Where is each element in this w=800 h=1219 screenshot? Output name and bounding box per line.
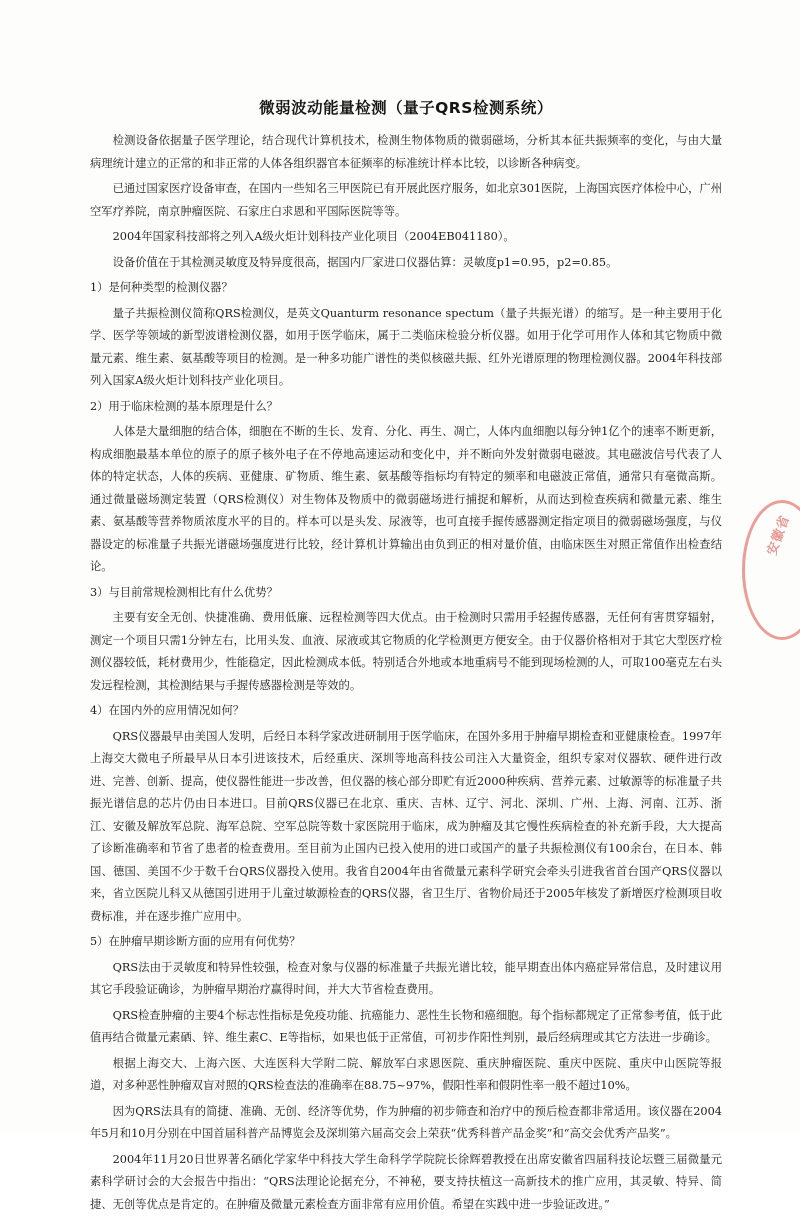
body-paragraph: 已通过国家医疗设备审查，在国内一些知名三甲医院已有开展此医疗服务，如北京301医院，上海国宾医疗体检中心，广州空军疗养院，南京肿瘤医院、石家庄白求恩和平国际医院等等。 bbox=[90, 182, 722, 218]
section-question: 5）在肿瘤早期诊断方面的应用有何优势？ bbox=[90, 935, 301, 948]
section-question: 3）与目前常规检测相比有什么优势？ bbox=[90, 585, 278, 599]
body-paragraph: 量子共振检测仪简称QRS检测仪，是英文Quanturm resonance spectum（量子共振光谱）的缩写。是一种主要用于化学、医学等领域的新型波谱检测仪器，如用于医学临床，属于二类临床检验分析仪器。如用于化学可用作人体和其它物质中微量元素、维生素、氨基酸等项目的检测。是一种多功能广谱性的类似核磁共振、红外光谱原理的物理检测仪器。2004年科技部列入国家A级火炬计划科技产业化项目。 bbox=[90, 306, 722, 387]
section-question: 1）是何种类型的检测仪器？ bbox=[90, 281, 233, 294]
body-paragraph: QRS检查肿瘤的主要4个标志性指标是免疫功能、抗癌能力、恶性生长物和癌细胞。每个指标都规定了正常参考值，低于此值再结合微量元素硒、锌、维生素C、E等指标，如果也低于正常值，可初步作阳性判别，最后经病理或其它方法进一步确诊。 bbox=[90, 1008, 722, 1044]
body-paragraph: 2004年11月20日世界著名硒化学家华中科技大学生命科学学院院长徐辉碧教授在出席安徽省四届科技论坛暨三届微量元素科学研讨会的大会报告中指出：“QRS法理论论据充分，不神秘，要支持扶植这一高新技术的推广应用，其灵敏、特异、简捷、无创等优点是肯定的。在肿瘤及微量元素检查方面非常有应用价值。希望在实践中进一步验证改进。” bbox=[90, 1152, 722, 1211]
body-paragraph: 2004年国家科技部将之列入A级火炬计划科技产业化项目（2004EB041180）。 bbox=[112, 230, 515, 243]
red-seal-stamp bbox=[742, 500, 800, 640]
body-paragraph: 人体是大量细胞的结合体，细胞在不断的生长、发育、分化、再生、凋亡，人体内血细胞以每分钟1亿个的速率不断更新，构成细胞最基本单位的原子的原子核外电子在不停地高速运动和变化中，并不断向外发射微弱电磁波。其电磁波信号代表了人体的特定状态，人体的疾病、亚健康、矿物质、维生素、氨基酸等指标均有特定的频率和电磁波正常值，通常只有毫微高斯。通过微量磁场测定装置（QRS检测仪）对生物体及物质中的微弱磁场进行捕捉和解析，从而达到检查疾病和微量元素、维生素、氨基酸等营养物质浓度水平的目的。样本可以是头发、尿液等，也可直接手握传感器测定指定项目的微弱磁场强度，与仪器设定的标准量子共振光谱磁场强度进行比较，经计算机计算输出由负到正的相对量价值，由临床医生对照正常值作出检查结论。 bbox=[90, 425, 722, 573]
stamp-text: 安徽省 bbox=[764, 512, 794, 558]
body-paragraph: 因为QRS法具有的简捷、准确、无创、经济等优势，作为肿瘤的初步筛查和治疗中的预后检查都非常适用。该仪器在2004年5月和10月分别在中国首届科普产品博览会及深圳第六届高交会上荣获“优秀科普产品金奖”和“高交会优秀产品奖”。 bbox=[90, 1104, 722, 1140]
body-paragraph: QRS仪器最早由美国人发明，后经日本科学家改进研制用于医学临床，在国外多用于肿瘤早期检查和亚健康检查。1997年上海交大微电子所最早从日本引进该技术，后经重庆、深圳等地高科技公司注入大量资金，组织专家对仪器软、硬件进行改进、完善、创新、提高，使仪器性能进一步改善，但仪器的核心部分即贮有近2000种疾病、营养元素、过敏源等的标准量子共振光谱信息的芯片仍由日本进口。目前QRS仪器已在北京、重庆、吉林、辽宁、河北、深圳、广州、上海、河南、江苏、浙江、安徽及解放军总院、海军总院、空军总院等数十家医院用于临床，成为肿瘤及其它慢性疾病检查的补充新手段，大大提高了诊断准确率和节省了患者的检查费用。至目前为止国内已投入使用的进口或国产的量子共振检测仪有100余台，在日本、韩国、德国、美国不少于数千台QRS仪器投入使用。我省自2004年由省微量元素科学研究会牵头引进我省首台国产QRS仪器以来，省立医院儿科又从德国引进用于儿童过敏源检查的QRS仪器，省卫生厅、省物价局还于2005年核发了新增医疗检测项目收费标准，并在逐步推广应用中。 bbox=[90, 729, 722, 923]
document-content bbox=[90, 96, 722, 1219]
section-question: 2）用于临床检测的基本原理是什么？ bbox=[90, 399, 278, 413]
body-paragraph: QRS法由于灵敏度和特异性较强，检查对象与仪器的标准量子共振光谱比较，能早期查出体内癌症异常信息，及时建议用其它手段验证确诊，为肿瘤早期治疗赢得时间，并大大节省检查费用。 bbox=[90, 960, 722, 996]
document-title: 微弱波动能量检测（量子QRS检测系统） bbox=[259, 99, 553, 117]
body-paragraph: 设备价值在于其检测灵敏度及特异度很高，据国内厂家进口仪器估算：灵敏度p1=0.95，p2=0.85。 bbox=[112, 255, 618, 269]
body-paragraph: 主要有安全无创、快捷准确、费用低廉、远程检测等四大优点。由于检测时只需用手轻握传感器，无任何有害贯穿辐射，测定一个项目只需1分钟左右，比用头发、血液、尿液或其它物质的化学检测更方便安全。由于仪器价格相对于其它大型医疗检测仪器较低，耗材费用少，性能稳定，因此检测成本低。特别适合外地或本地重病号不能到现场检测的人，可取100毫克左右头发远程检测，其检测结果与手握传感器检测是等效的。 bbox=[90, 611, 722, 692]
section-question: 4）在国内外的应用情况如何？ bbox=[90, 704, 245, 717]
body-paragraph: 根据上海交大、上海六医、大连医科大学附二院、解放军白求恩医院、重庆肿瘤医院、重庆中医院、重庆中山医院等报道，对多种恶性肿瘤双盲对照的QRS检查法的准确率在88.75~97%，假阳性率和假阴性率一般不超过10%。 bbox=[90, 1056, 722, 1092]
body-paragraph: 检测设备依据量子医学理论，结合现代计算机技术，检测生物体物质的微弱磁场，分析其本征共振频率的变化，与由大量病理统计建立的正常的和非正常的人体各组织器官本征频率的标准统计样本比较，以诊断各种病变。 bbox=[90, 134, 722, 170]
